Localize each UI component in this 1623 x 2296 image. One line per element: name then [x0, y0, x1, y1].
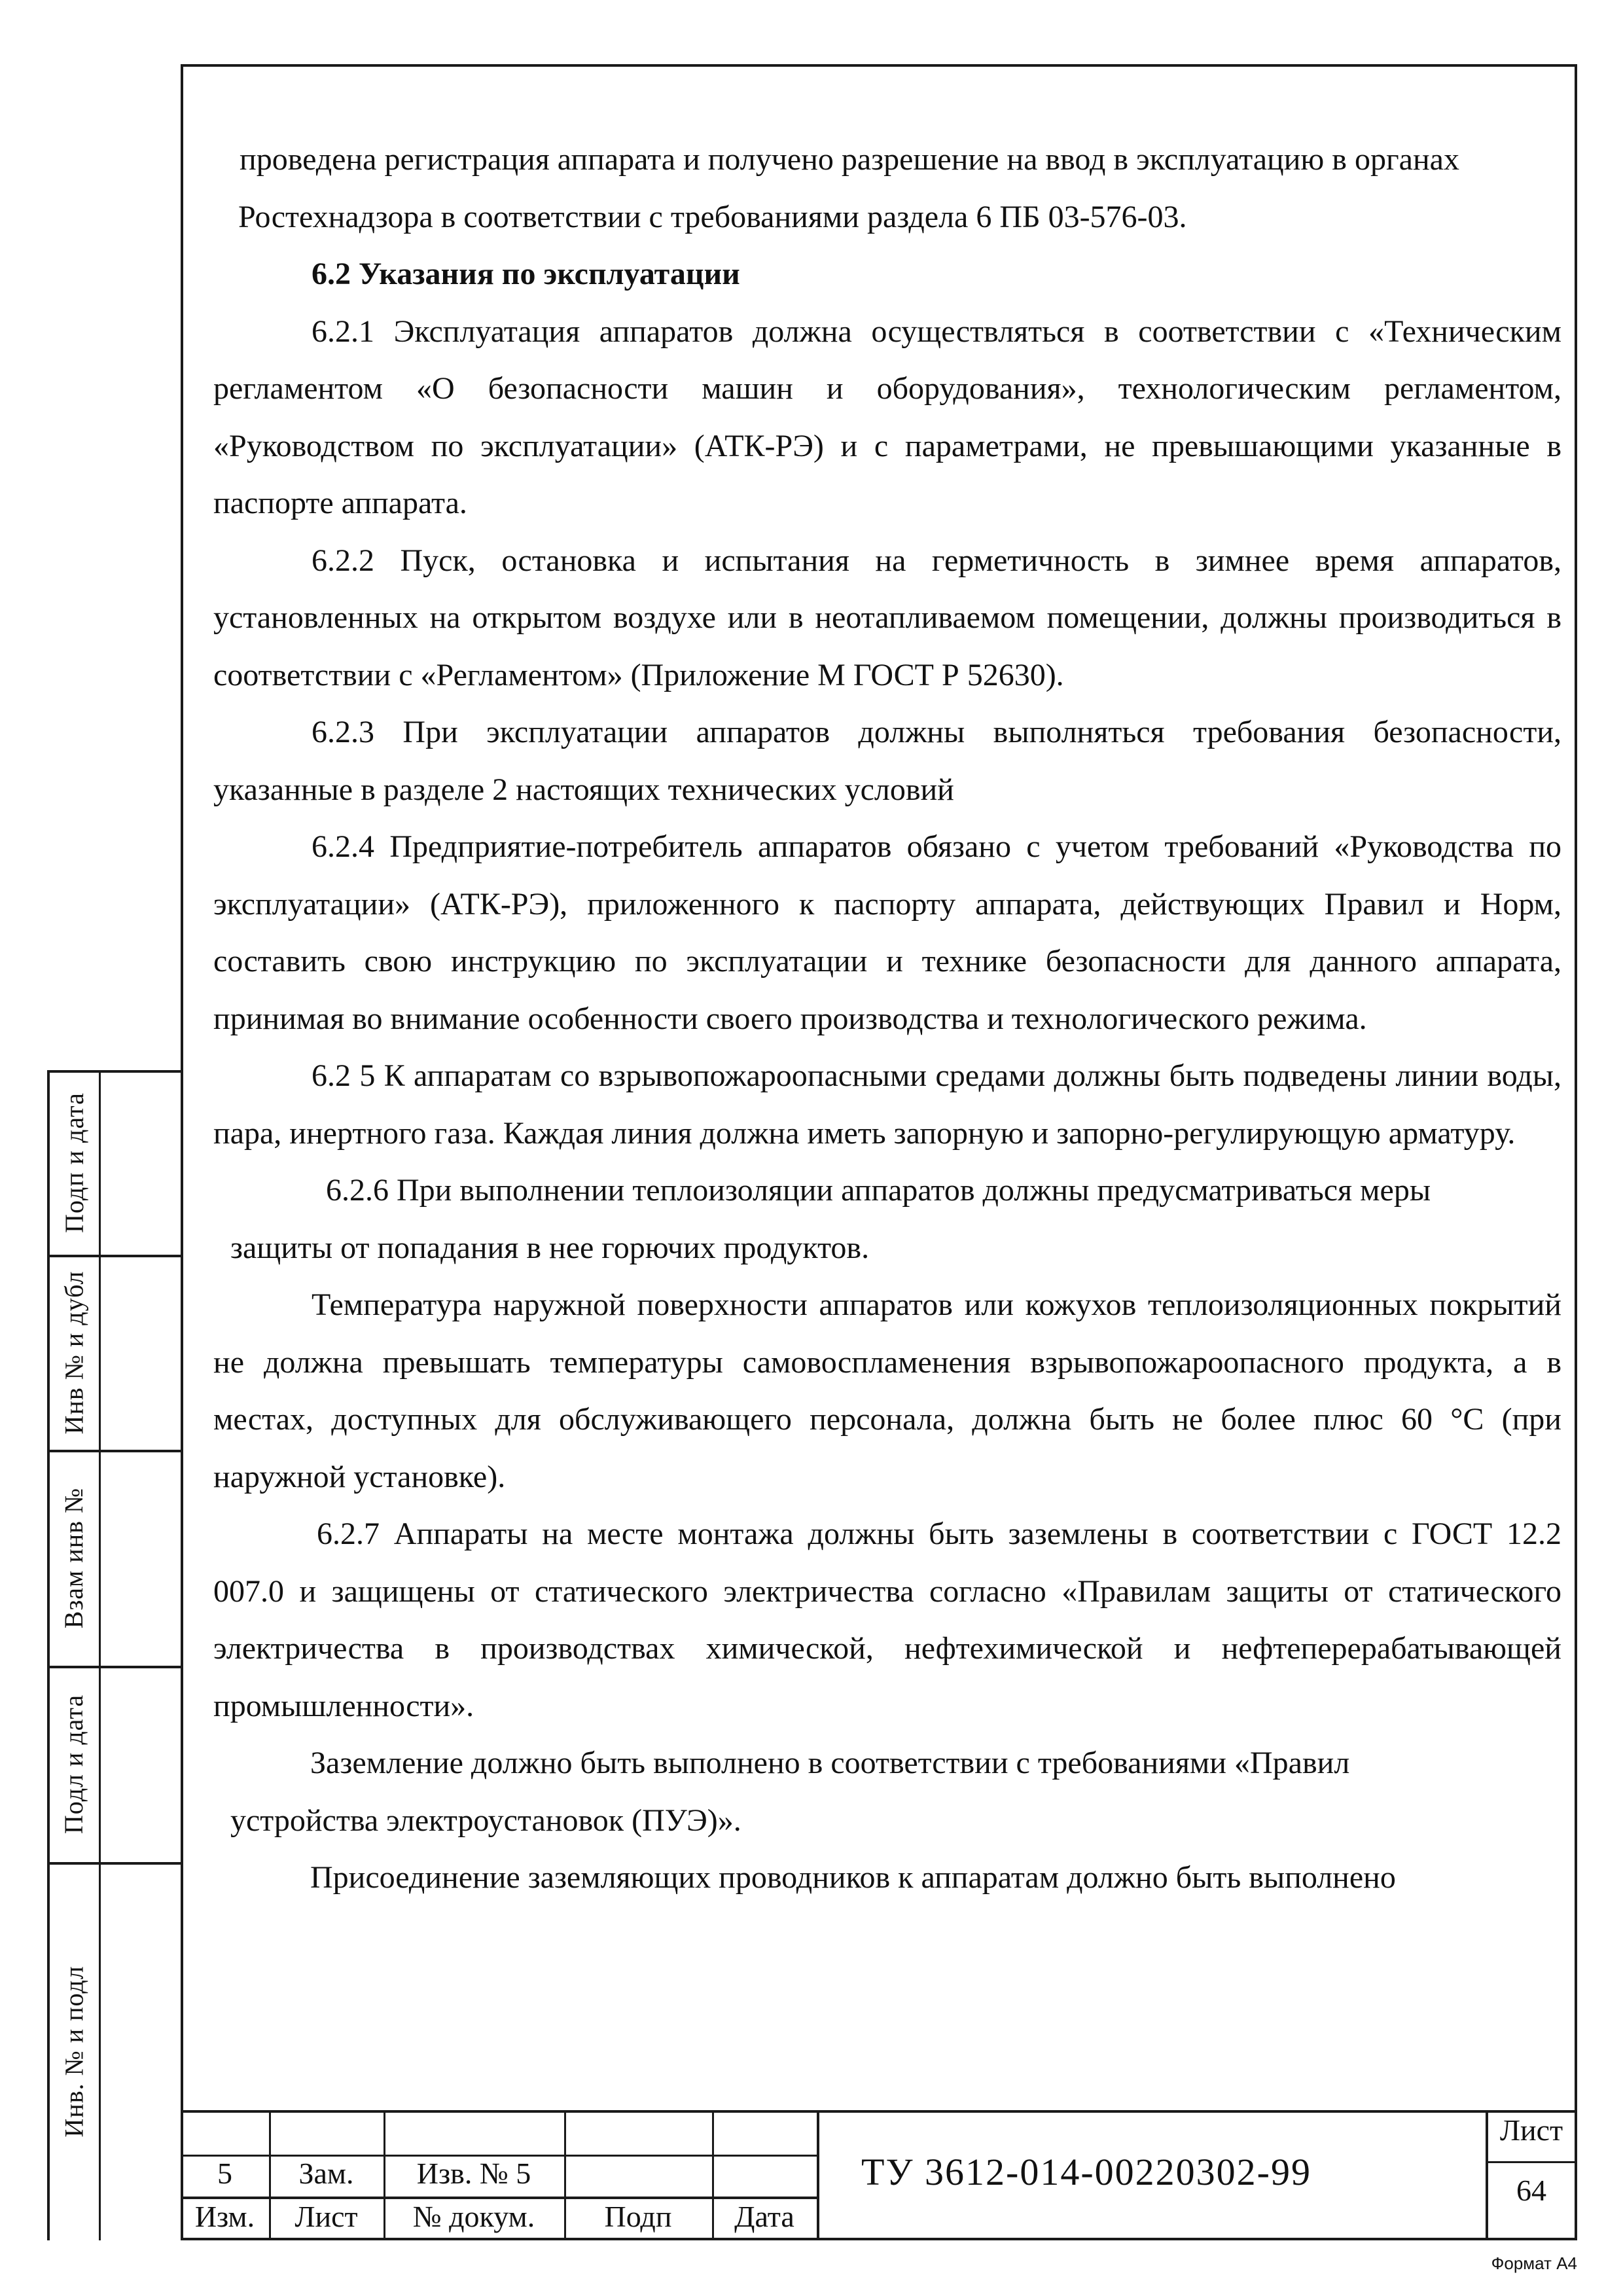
- paragraph: Ростехнадзора в соответствии с требованиями раздела 6 ПБ 03-576-03.: [238, 199, 1187, 234]
- revision-change-number: 5: [217, 2157, 232, 2190]
- paragraph: Присоединение заземляющих проводников к аппаратам должно быть выполнено: [310, 1860, 1396, 1895]
- side-stamp-original-inv: [47, 1862, 101, 2240]
- side-stamp-value-column: [101, 1070, 183, 2240]
- paragraph: устройства электроустановок (ПУЭ)».: [230, 1803, 741, 1838]
- side-stamp-duplicate-inv: [47, 1255, 101, 1450]
- side-stamp-label: Взам инв №: [59, 1487, 89, 1628]
- header-signature: Подп: [604, 2200, 672, 2233]
- side-stamp-label: Подп и дата: [59, 1092, 89, 1233]
- paragraph: защиты от попадания в нее горючих продуктов.: [230, 1230, 870, 1265]
- paragraph: проведена регистрация аппарата и получено разрешение на ввод в эксплуатацию в органах: [240, 142, 1459, 177]
- revision-sheet: Зам.: [298, 2157, 354, 2190]
- side-stamp-original-signature: [47, 1666, 101, 1862]
- document-body: [213, 131, 1561, 1907]
- header-date: Дата: [734, 2200, 794, 2233]
- header-document: № докум.: [412, 2200, 535, 2233]
- document-code: ТУ 3612-014-00220302-99: [861, 2151, 1311, 2193]
- paragraph: 6.2.3 При эксплуатации аппаратов должны выполняться требования безопасности, указанные в разделе 2 настоящих технических условий: [213, 715, 1561, 807]
- header-change: Изм.: [194, 2200, 255, 2233]
- section-heading: 6.2 Указания по эксплуатации: [312, 257, 740, 291]
- paragraph: 6.2.1 Эксплуатация аппаратов должна осуществляться в соответствии с «Техническим регламентом «О безопасности машин и оборудования», технологическим регламентом, «Руководством по эксплуатации» (АТК-РЭ) и с параметрами, не превышающими указанные в паспорте аппарата.: [213, 314, 1561, 520]
- paragraph: 6.2.2 Пуск, остановка и испытания на герметичность в зимнее время аппаратов, установленных на открытом воздухе или в неотапливаемом помещении, должны производиться в соответствии с «Регламентом» (Приложение М ГОСТ Р 52630).: [213, 543, 1561, 692]
- paragraph: 6.2.4 Предприятие-потребитель аппаратов обязано с учетом требований «Руководства по эксплуатации» (АТК-РЭ), приложенного к паспорту аппарата, действующих Правил и Норм, составить свою инструкцию по эксплуатации и технике безопасности для данного аппарата, принимая во внимание особенности своего производства и технологического режима.: [213, 829, 1561, 1036]
- paragraph: 6.2 5 К аппаратам со взрывопожароопасными средами должны быть подведены линии воды, пара, инертного газа. Каждая линия должна иметь запорную и запорно-регулирующую арматуру.: [213, 1058, 1561, 1151]
- paragraph: Заземление должно быть выполнено в соответствии с требованиями «Правил: [310, 1746, 1350, 1780]
- sheet-label: Лист: [1499, 2113, 1563, 2147]
- paragraph: 6.2.6 При выполнении теплоизоляции аппаратов должны предусматриваться меры: [326, 1173, 1431, 1208]
- side-stamp: [47, 1070, 183, 2240]
- side-stamp-label: Инв № и дубл: [59, 1270, 89, 1434]
- side-stamp-label: Инв. № и подл: [59, 1965, 89, 2138]
- revision-document: Изв. № 5: [416, 2157, 531, 2190]
- paragraph: 6.2.7 Аппараты на месте монтажа должны быть заземлены в соответствии с ГОСТ 12.2 007.0 и защищены от статического электричества согласно «Правилам защиты от статического электричества в производствах химической, нефтехимической и нефтеперерабатывающей промышленности».: [213, 1516, 1561, 1723]
- paragraph: Температура наружной поверхности аппаратов или кожухов теплоизоляционных покрытий не должна превышать температуры самовоспламенения взрывопожароопасного продукта, а в местах, доступных для обслуживающего персонала, должна быть не более плюс 60 °С (при наружной установке).: [213, 1287, 1561, 1494]
- header-sheet: Лист: [294, 2200, 358, 2233]
- side-stamp-signature-date: [47, 1070, 101, 1255]
- sheet-number: 64: [1516, 2174, 1546, 2207]
- side-stamp-label: Подл и дата: [59, 1694, 89, 1834]
- side-stamp-replaced-inv: [47, 1450, 101, 1666]
- format-note: Формат А4: [1491, 2253, 1577, 2273]
